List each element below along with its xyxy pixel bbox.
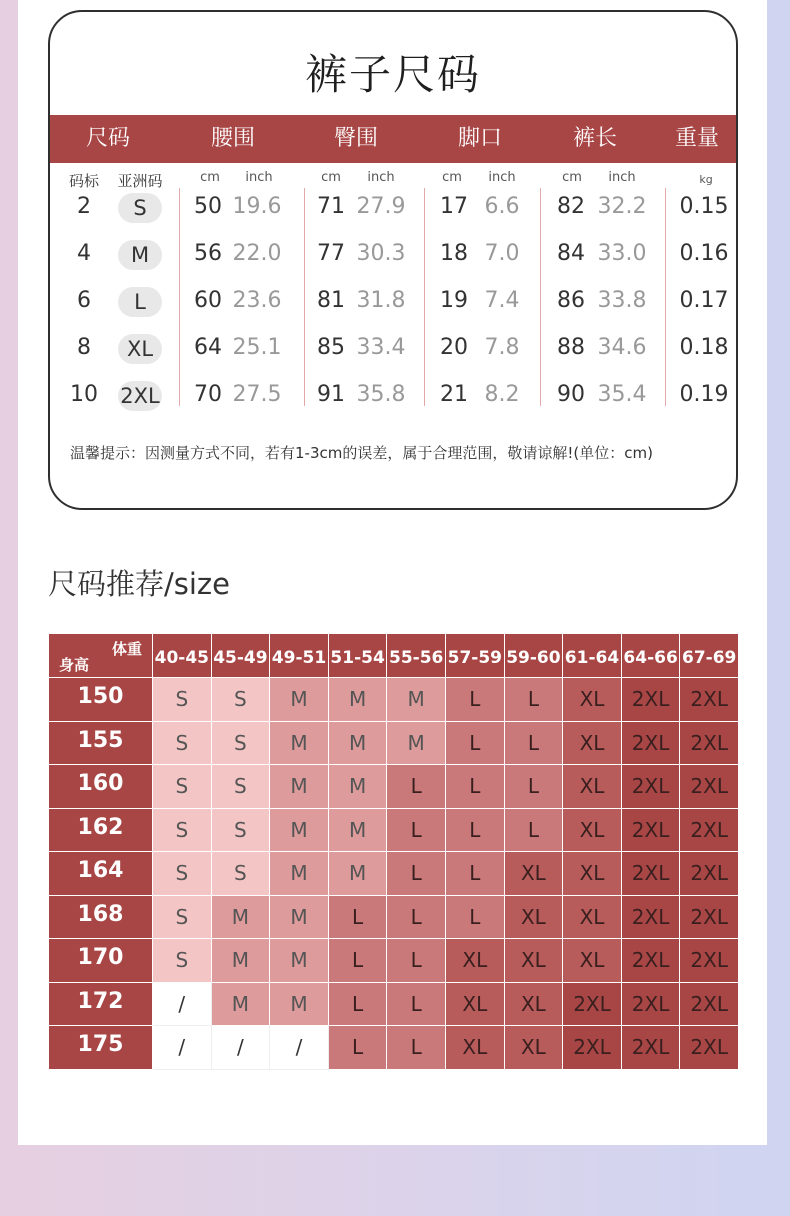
size-cell-len-cm: 90 bbox=[557, 382, 585, 407]
size-recommend-cell: S bbox=[212, 765, 271, 809]
height-header: 160 bbox=[49, 765, 153, 809]
header-hem: 脚口 bbox=[457, 126, 503, 151]
size-recommend-cell: 2XL bbox=[680, 852, 739, 896]
size-recommend-cell: XL bbox=[505, 852, 564, 896]
size-recommend-cell: S bbox=[153, 765, 212, 809]
size-cell-hip-in: 30.3 bbox=[356, 241, 406, 266]
size-cell-weight: 0.17 bbox=[679, 288, 729, 313]
weight-header: 64-66 bbox=[622, 634, 681, 678]
size-recommend-cell: S bbox=[153, 852, 212, 896]
asia-size-pill: 2XL bbox=[118, 381, 162, 411]
size-recommend-cell: M bbox=[270, 983, 329, 1027]
size-cell-waist-in: 19.6 bbox=[232, 194, 282, 219]
size-cell-waist-in: 22.0 bbox=[232, 241, 282, 266]
size-cell-len-in: 33.8 bbox=[597, 288, 647, 313]
size-recommend-cell: XL bbox=[446, 939, 505, 983]
size-cell-len-cm: 84 bbox=[557, 241, 585, 266]
weight-header: 57-59 bbox=[446, 634, 505, 678]
size-recommend-cell: L bbox=[505, 678, 564, 722]
column-divider bbox=[179, 188, 180, 406]
size-recommend-cell: L bbox=[387, 939, 446, 983]
size-recommend-cell: S bbox=[153, 939, 212, 983]
size-cell-code: 4 bbox=[77, 241, 91, 266]
size-recommend-cell: 2XL bbox=[563, 1026, 622, 1070]
size-cell-len-in: 32.2 bbox=[597, 194, 647, 219]
size-recommend-cell: XL bbox=[563, 678, 622, 722]
size-cell-weight: 0.19 bbox=[679, 382, 729, 407]
size-cell-hem-in: 6.6 bbox=[484, 194, 520, 219]
size-recommend-cell: 2XL bbox=[563, 983, 622, 1027]
size-recommend-cell: 2XL bbox=[680, 809, 739, 853]
size-recommend-cell: XL bbox=[505, 983, 564, 1027]
corner-height-label: 身高 bbox=[59, 656, 90, 674]
size-recommend-cell: 2XL bbox=[680, 765, 739, 809]
asia-size-pill: S bbox=[118, 193, 162, 223]
size-recommend-cell: XL bbox=[563, 722, 622, 766]
size-recommend-cell: 2XL bbox=[622, 1026, 681, 1070]
weight-header: 51-54 bbox=[329, 634, 388, 678]
size-cell-len-in: 35.4 bbox=[597, 382, 647, 407]
height-header: 150 bbox=[49, 678, 153, 722]
weight-header: 67-69 bbox=[680, 634, 739, 678]
size-cell-waist-cm: 50 bbox=[194, 194, 222, 219]
size-recommend-cell: L bbox=[446, 678, 505, 722]
subheader-hip-inch: inch bbox=[367, 170, 395, 185]
subheader-asia: 亚洲码 bbox=[117, 172, 163, 190]
column-divider bbox=[304, 188, 305, 406]
size-recommend-cell: L bbox=[329, 983, 388, 1027]
size-cell-len-cm: 86 bbox=[557, 288, 585, 313]
size-recommend-cell: L bbox=[387, 809, 446, 853]
size-recommend-cell: S bbox=[212, 722, 271, 766]
size-cell-hip-in: 35.8 bbox=[356, 382, 406, 407]
size-note: 温馨提示：因测量方式不同，若有1-3cm的误差，属于合理范围，敬请谅解!(单位：cm) bbox=[70, 444, 653, 462]
size-recommend-cell: 2XL bbox=[622, 896, 681, 940]
size-recommend-cell: M bbox=[270, 852, 329, 896]
size-cell-hem-in: 8.2 bbox=[484, 382, 520, 407]
size-recommend-cell: S bbox=[153, 678, 212, 722]
size-recommend-cell: L bbox=[329, 896, 388, 940]
size-recommend-cell: XL bbox=[446, 983, 505, 1027]
height-header: 155 bbox=[49, 722, 153, 766]
subheader-hip-cm: cm bbox=[321, 170, 341, 185]
size-recommend-cell: S bbox=[212, 852, 271, 896]
size-cell-hem-cm: 17 bbox=[440, 194, 468, 219]
size-recommend-cell: XL bbox=[563, 765, 622, 809]
size-cell-hem-in: 7.8 bbox=[484, 335, 520, 360]
asia-size-pill: M bbox=[118, 240, 162, 270]
size-cell-hip-in: 33.4 bbox=[356, 335, 406, 360]
size-recommend-cell: 2XL bbox=[622, 852, 681, 896]
size-recommend-cell: M bbox=[212, 939, 271, 983]
size-cell-waist-in: 25.1 bbox=[232, 335, 282, 360]
size-recommend-cell: / bbox=[153, 1026, 212, 1070]
size-recommend-cell: M bbox=[329, 765, 388, 809]
header-size: 尺码 bbox=[85, 126, 131, 151]
size-recommend-cell: M bbox=[212, 896, 271, 940]
size-cell-waist-in: 23.6 bbox=[232, 288, 282, 313]
subheader-code: 码标 bbox=[68, 172, 100, 190]
recommend-title: 尺码推荐/size bbox=[48, 567, 231, 601]
height-header: 172 bbox=[49, 983, 153, 1027]
size-recommend-cell: M bbox=[270, 939, 329, 983]
header-length: 裤长 bbox=[572, 126, 618, 151]
size-recommend-cell: L bbox=[446, 765, 505, 809]
asia-size-pill: XL bbox=[118, 334, 162, 364]
size-cell-hem-in: 7.4 bbox=[484, 288, 520, 313]
size-cell-hip-in: 27.9 bbox=[356, 194, 406, 219]
recommend-grid bbox=[49, 634, 739, 1070]
subheader-len-inch: inch bbox=[608, 170, 636, 185]
subheader-len-cm: cm bbox=[562, 170, 582, 185]
size-cell-code: 10 bbox=[70, 382, 98, 407]
size-recommend-cell: S bbox=[212, 809, 271, 853]
size-recommend-cell: L bbox=[505, 809, 564, 853]
size-recommend-cell: 2XL bbox=[680, 896, 739, 940]
header-hip: 臀围 bbox=[333, 126, 379, 151]
size-recommend-cell: M bbox=[329, 722, 388, 766]
size-cell-hip-cm: 71 bbox=[317, 194, 345, 219]
size-recommend-cell: S bbox=[153, 809, 212, 853]
height-header: 175 bbox=[49, 1026, 153, 1070]
size-recommend-cell: L bbox=[505, 765, 564, 809]
size-recommend-cell: XL bbox=[563, 939, 622, 983]
size-recommend-cell: L bbox=[387, 852, 446, 896]
size-cell-weight: 0.16 bbox=[679, 241, 729, 266]
column-divider bbox=[424, 188, 425, 406]
size-cell-len-in: 34.6 bbox=[597, 335, 647, 360]
size-recommend-cell: M bbox=[270, 722, 329, 766]
size-recommend-cell: S bbox=[153, 896, 212, 940]
size-cell-waist-cm: 64 bbox=[194, 335, 222, 360]
size-recommend-cell: / bbox=[270, 1026, 329, 1070]
size-recommend-cell: 2XL bbox=[622, 765, 681, 809]
size-recommend-cell: 2XL bbox=[680, 939, 739, 983]
size-table-title: 裤子尺码 bbox=[304, 50, 481, 99]
size-recommend-cell: M bbox=[329, 809, 388, 853]
grid-corner bbox=[49, 634, 153, 678]
height-header: 162 bbox=[49, 809, 153, 853]
size-cell-len-cm: 88 bbox=[557, 335, 585, 360]
size-recommend-cell: XL bbox=[505, 939, 564, 983]
size-recommend-cell: L bbox=[329, 1026, 388, 1070]
size-recommend-cell: L bbox=[446, 722, 505, 766]
size-recommend-cell: 2XL bbox=[622, 722, 681, 766]
size-recommend-cell: M bbox=[270, 896, 329, 940]
subheader-waist-inch: inch bbox=[245, 170, 273, 185]
size-recommend-cell: 2XL bbox=[680, 678, 739, 722]
size-recommend-cell: M bbox=[270, 765, 329, 809]
size-recommend-cell: M bbox=[387, 678, 446, 722]
size-cell-code: 8 bbox=[77, 335, 91, 360]
weight-header: 59-60 bbox=[505, 634, 564, 678]
size-cell-code: 6 bbox=[77, 288, 91, 313]
size-recommend-cell: 2XL bbox=[622, 939, 681, 983]
size-cell-hem-cm: 18 bbox=[440, 241, 468, 266]
size-cell-hem-in: 7.0 bbox=[484, 241, 520, 266]
size-cell-len-in: 33.0 bbox=[597, 241, 647, 266]
size-cell-hip-in: 31.8 bbox=[356, 288, 406, 313]
size-recommend-cell: L bbox=[446, 809, 505, 853]
column-divider bbox=[540, 188, 541, 406]
asia-size-pill: L bbox=[118, 287, 162, 317]
size-recommend-cell: L bbox=[387, 765, 446, 809]
size-recommend-cell: L bbox=[387, 983, 446, 1027]
size-recommend-cell: 2XL bbox=[622, 983, 681, 1027]
size-recommend-cell: XL bbox=[505, 896, 564, 940]
subheader-kg: kg bbox=[699, 173, 713, 186]
size-recommend-cell: S bbox=[153, 722, 212, 766]
size-cell-hip-cm: 81 bbox=[317, 288, 345, 313]
size-cell-hem-cm: 21 bbox=[440, 382, 468, 407]
subheader-hem-cm: cm bbox=[442, 170, 462, 185]
size-recommend-cell: M bbox=[270, 678, 329, 722]
size-cell-weight: 0.18 bbox=[679, 335, 729, 360]
height-header: 170 bbox=[49, 939, 153, 983]
size-recommend-cell: XL bbox=[446, 1026, 505, 1070]
size-cell-hip-cm: 85 bbox=[317, 335, 345, 360]
weight-header: 45-49 bbox=[212, 634, 271, 678]
size-cell-hem-cm: 19 bbox=[440, 288, 468, 313]
size-recommend-cell: 2XL bbox=[680, 1026, 739, 1070]
size-recommend-cell: 2XL bbox=[680, 983, 739, 1027]
size-cell-len-cm: 82 bbox=[557, 194, 585, 219]
size-recommend-cell: / bbox=[212, 1026, 271, 1070]
size-recommend-cell: 2XL bbox=[680, 722, 739, 766]
weight-header: 55-56 bbox=[387, 634, 446, 678]
size-cell-waist-cm: 70 bbox=[194, 382, 222, 407]
size-recommend-cell: XL bbox=[505, 1026, 564, 1070]
size-recommend-cell: M bbox=[329, 678, 388, 722]
size-cell-waist-cm: 56 bbox=[194, 241, 222, 266]
size-cell-hip-cm: 91 bbox=[317, 382, 345, 407]
size-recommend-cell: M bbox=[212, 983, 271, 1027]
size-table-header bbox=[50, 115, 736, 163]
height-header: 168 bbox=[49, 896, 153, 940]
size-recommend-cell: M bbox=[329, 852, 388, 896]
size-recommend-cell: L bbox=[329, 939, 388, 983]
size-cell-waist-in: 27.5 bbox=[232, 382, 282, 407]
size-cell-hem-cm: 20 bbox=[440, 335, 468, 360]
size-recommend-cell: L bbox=[387, 1026, 446, 1070]
size-cell-waist-cm: 60 bbox=[194, 288, 222, 313]
height-header: 164 bbox=[49, 852, 153, 896]
weight-header: 49-51 bbox=[270, 634, 329, 678]
size-recommend-cell: L bbox=[505, 722, 564, 766]
size-recommend-cell: L bbox=[446, 896, 505, 940]
size-recommend-cell: 2XL bbox=[622, 678, 681, 722]
weight-header: 40-45 bbox=[153, 634, 212, 678]
size-recommend-cell: S bbox=[212, 678, 271, 722]
subheader-waist-cm: cm bbox=[200, 170, 220, 185]
corner-weight-label: 体重 bbox=[111, 640, 142, 658]
header-weight: 重量 bbox=[674, 126, 720, 151]
size-cell-weight: 0.15 bbox=[679, 194, 729, 219]
size-recommend-cell: / bbox=[153, 983, 212, 1027]
size-cell-hip-cm: 77 bbox=[317, 241, 345, 266]
size-recommend-cell: L bbox=[387, 896, 446, 940]
size-recommend-cell: XL bbox=[563, 809, 622, 853]
weight-header: 61-64 bbox=[563, 634, 622, 678]
size-cell-code: 2 bbox=[77, 194, 91, 219]
size-recommend-cell: L bbox=[446, 852, 505, 896]
column-divider bbox=[665, 188, 666, 406]
size-table-card bbox=[48, 10, 738, 510]
size-recommend-cell: 2XL bbox=[622, 809, 681, 853]
header-waist: 腰围 bbox=[210, 126, 256, 151]
subheader-hem-inch: inch bbox=[488, 170, 516, 185]
size-recommend-cell: XL bbox=[563, 896, 622, 940]
size-recommend-cell: M bbox=[270, 809, 329, 853]
size-recommend-cell: M bbox=[387, 722, 446, 766]
size-recommend-cell: XL bbox=[563, 852, 622, 896]
